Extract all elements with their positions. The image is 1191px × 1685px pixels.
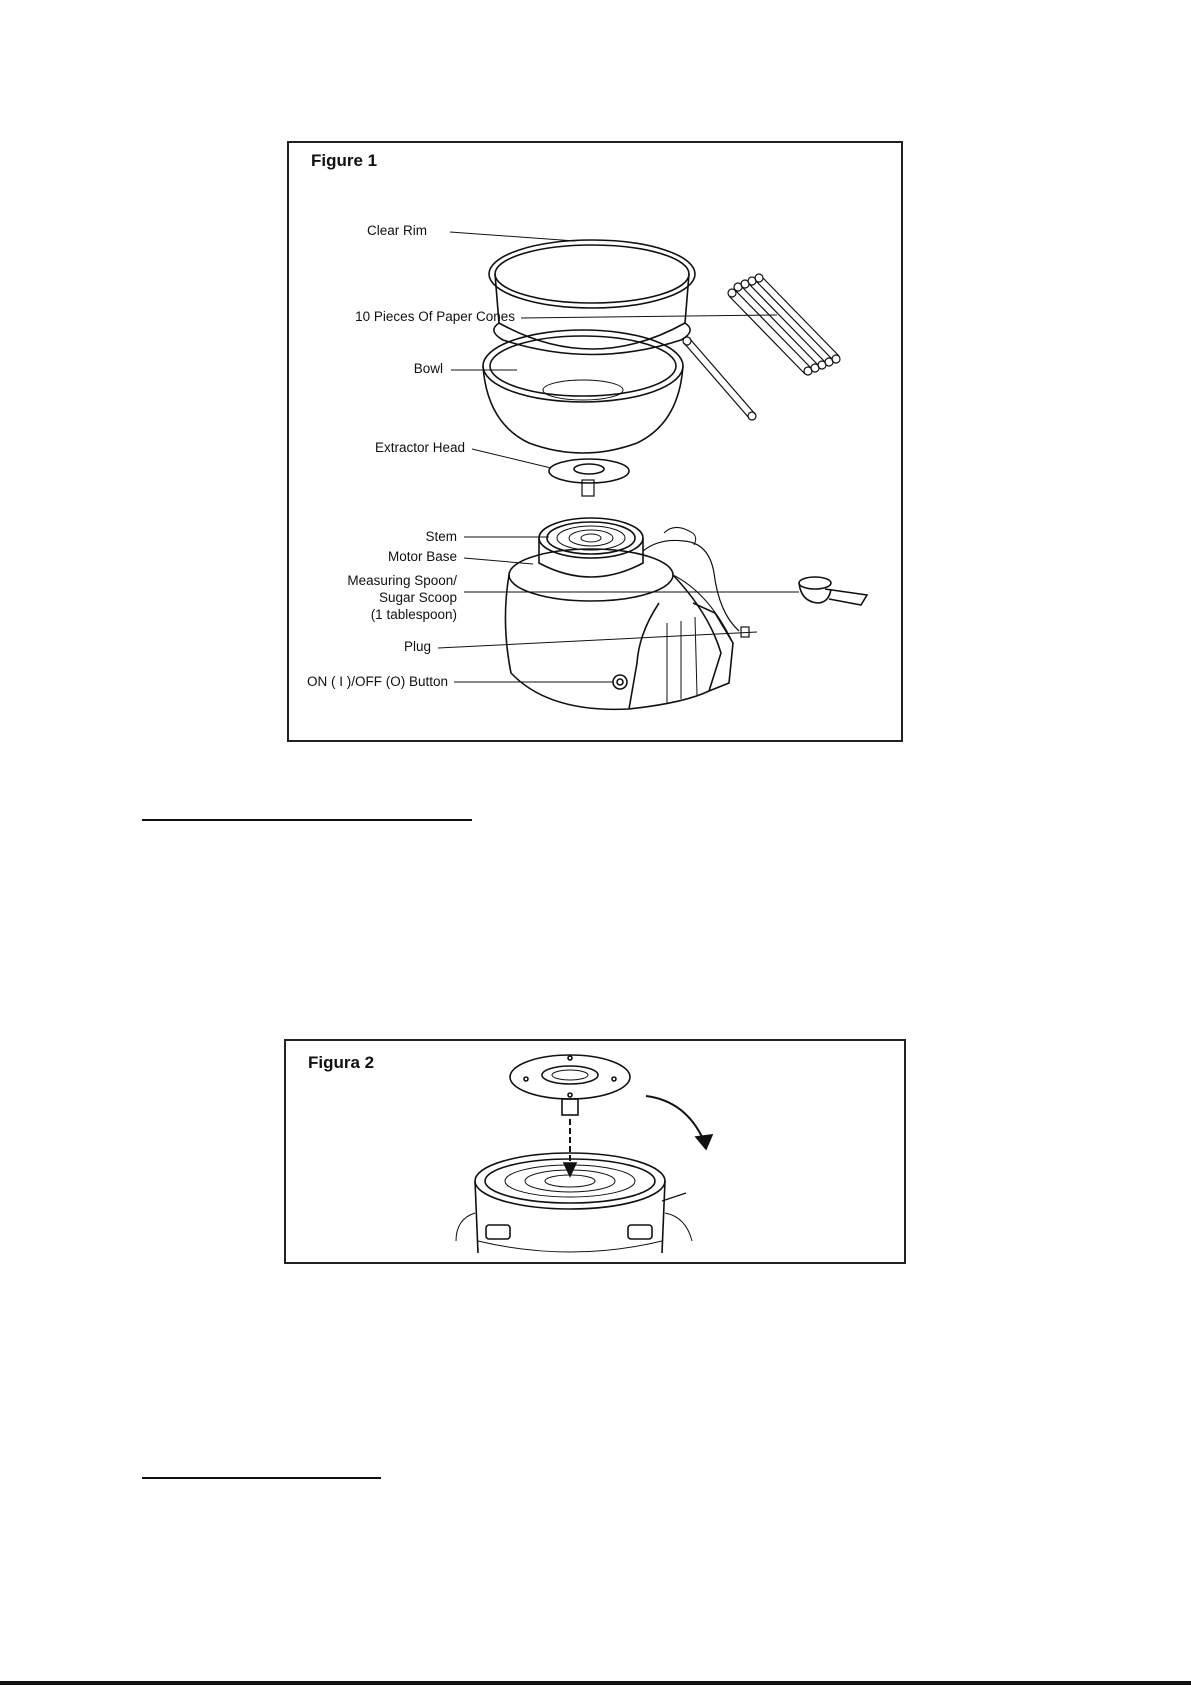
label-on-off-button: ON ( I )/OFF (O) Button (306, 674, 448, 689)
label-extractor-head: Extractor Head (374, 440, 465, 455)
paper-cones-drawing (683, 274, 840, 420)
label-stem: Stem (425, 529, 457, 544)
page-bottom-border (0, 1681, 1191, 1685)
label-spoon-line3: (1 tablespoon) (370, 607, 457, 622)
figure-2-title: Figura 2 (308, 1053, 375, 1072)
figure-2 (284, 1039, 906, 1264)
label-paper-cones: 10 Pieces Of Paper Cones (355, 309, 515, 324)
label-bowl: Bowl (413, 361, 443, 376)
label-plug: Plug (403, 639, 431, 654)
section-heading-underline (142, 819, 472, 821)
label-spoon-line2: Sugar Scoop (378, 590, 457, 605)
figure-2-drawing (286, 1041, 908, 1266)
figure-1 (287, 141, 903, 742)
label-motor-base: Motor Base (387, 549, 457, 564)
measuring-spoon-drawing (799, 577, 867, 605)
motor-base-drawing (505, 518, 749, 709)
figure-1-title: Figure 1 (311, 151, 378, 170)
section-heading-underline-2 (142, 1477, 381, 1479)
extractor-head-drawing (549, 459, 629, 496)
label-clear-rim: Clear Rim (366, 223, 427, 238)
label-spoon-line1: Measuring Spoon/ (347, 573, 457, 588)
